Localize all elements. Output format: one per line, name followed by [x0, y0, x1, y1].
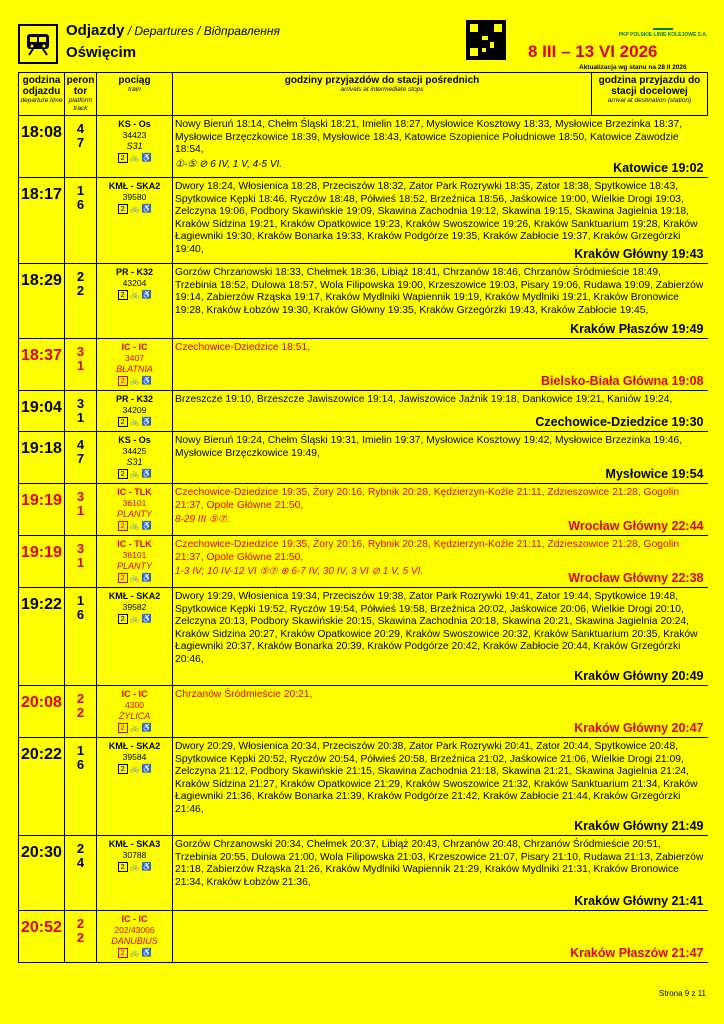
accessible-icon: ♿: [141, 290, 152, 300]
train-info: [97, 264, 173, 339]
platform-track: 3 1: [65, 536, 97, 588]
departure-time: 19:22: [19, 588, 65, 686]
service-icons: [99, 572, 170, 584]
stops-text: Dwory 20:29, Włosienica 20:34, Przeciszów 20:38, Zator Park Rozrywki 20:41, Zator 20:44, Spytkowice 20:48, Spytkowice Kępki 20:52, Ryczów 20:54, Półwieś 20:58, Brzeźnica 21:02, Jaśkowice 21:06, Wielkie Drogi 21:09, Zelczyna 21:12, Podbory Skawińskie 21:15, Skawina Zachodnia 21:18, Skawina 21:21, Skawina Jagielnia 21:24, Kraków Sidzina 21:27, Kraków Opatkowice 21:29, Kraków Swoszowice 21:32, Kraków Sanktuarium 21:34, Kraków Łagiewniki 21:36, Kraków Bonarka 21:39, Kraków Podgórze 21:42, Kraków Zabłocie 21:44, Kraków Grzegórzki 21:46,: [175, 741, 698, 815]
intermediate-stops: [173, 178, 708, 264]
destination-arrival: Kraków Płaszów 19:49: [570, 322, 704, 337]
bike-icon: 🚲: [129, 417, 140, 427]
train-carrier: IC - TLK: [117, 539, 152, 549]
train-number: 39584: [122, 752, 147, 762]
departure-time: 20:22: [19, 738, 65, 836]
train-number: 4300: [125, 700, 144, 710]
train-info: [97, 178, 173, 264]
train-carrier: KMŁ - SKA2: [108, 181, 161, 191]
bike-icon: 🚲: [129, 862, 140, 872]
operating-note: 1-3 IV; 10 IV-12 VI ⑤⑦ ⊕ 6-7 IV, 30 IV, 3 VI ⊘ 1 V, 5 VI.: [175, 566, 424, 578]
train-info: [97, 588, 173, 686]
accessible-icon: ♿: [141, 469, 152, 479]
intermediate-stops: [173, 264, 708, 339]
destination-arrival: Kraków Główny 21:41: [574, 894, 704, 909]
destination-arrival: Czechowice-Dziedzice 19:30: [535, 415, 704, 430]
departure-time: 18:37: [19, 339, 65, 391]
train-number: 34209: [122, 405, 147, 415]
train-number: 34425: [122, 446, 147, 456]
stops-text: Gorzów Chrzanowski 18:33, Chełmek 18:36, Libiąż 18:41, Chrzanów 18:46, Chrzanów Śródmieście 18:49, Trzebinia 18:52, Dulowa 18:57, Wola Filipowska 19:00, Krzeszowice 19:03, Pisary 19:06, Rudawa 19:09, Zabierzów 19:14, Zabierzów Rząska 19:17, Kraków Mydlniki Wapiennik 19:19, Kraków Mydlniki 19:21, Kraków Bronowice 19:28, Kraków Łobzów 19:30, Kraków Główny 19:35, Kraków Grzegórzki 19:43, Kraków Zabłocie 19:45,: [175, 267, 704, 316]
intermediate-stops: [173, 339, 708, 391]
class-2-icon: 2: [118, 376, 128, 386]
class-2-icon: 2: [118, 614, 128, 624]
accessible-icon: ♿: [141, 417, 152, 427]
destination-arrival: Kraków Główny 20:49: [574, 669, 704, 684]
platform-track: 2 4: [65, 836, 97, 911]
service-icons: [99, 613, 170, 625]
intermediate-stops: [173, 836, 708, 911]
train-number: 36101: [122, 550, 147, 560]
train-number: 36101: [122, 498, 147, 508]
train-icon: [18, 24, 58, 64]
departures-table: [18, 72, 708, 963]
intermediate-stops: [173, 391, 708, 432]
departure-time: 19:19: [19, 484, 65, 536]
class-2-icon: 2: [118, 204, 128, 214]
stops-text: Czechowice-Dziedzice 19:35, Żory 20:16, Rybnik 20:28, Kędzierzyn-Koźle 21:11, Zdzieszowice 21:28, Gogolin 21:37, Opole Główne 21:50,: [175, 539, 680, 563]
train-info: [97, 484, 173, 536]
accessible-icon: ♿: [141, 948, 152, 958]
service-icons: [99, 861, 170, 873]
train-info: [97, 339, 173, 391]
class-2-icon: 2: [118, 290, 128, 300]
departure-time: 20:52: [19, 911, 65, 963]
table-row: [19, 484, 708, 536]
departure-time: 18:08: [19, 116, 65, 178]
col-platform: peron tor platform track: [65, 73, 97, 116]
stops-text: Chrzanów Śródmieście 20:21,: [175, 689, 313, 700]
train-carrier: KMŁ - SKA3: [108, 839, 161, 849]
train-number: 3407: [125, 353, 144, 363]
train-name: S31: [126, 141, 143, 151]
platform-track: 4 7: [65, 116, 97, 178]
stops-text: Czechowice-Dziedzice 18:51,: [175, 342, 311, 353]
intermediate-stops: [173, 588, 708, 686]
departure-time: 20:30: [19, 836, 65, 911]
accessible-icon: ♿: [141, 204, 152, 214]
service-icons: [99, 375, 170, 387]
accessible-icon: ♿: [141, 521, 152, 531]
train-carrier: KMŁ - SKA2: [108, 591, 161, 601]
table-row: [19, 391, 708, 432]
intermediate-stops: [173, 738, 708, 836]
destination-arrival: Kraków Główny 19:43: [574, 247, 704, 262]
platform-track: 4 7: [65, 432, 97, 484]
class-2-icon: 2: [118, 573, 128, 583]
bike-icon: 🚲: [129, 469, 140, 479]
departure-time: 18:17: [19, 178, 65, 264]
train-name: ŻYLICA: [118, 711, 151, 721]
accessible-icon: ♿: [141, 376, 152, 386]
page-header: [18, 18, 708, 70]
qr-code-icon[interactable]: [466, 20, 506, 60]
train-number: 30788: [122, 850, 147, 860]
train-number: 202/43006: [114, 925, 155, 935]
platform-track: 1 6: [65, 738, 97, 836]
bike-icon: 🚲: [129, 204, 140, 214]
destination-arrival: Mysłowice 19:54: [605, 467, 704, 482]
bike-icon: 🚲: [129, 376, 140, 386]
platform-track: 3 1: [65, 339, 97, 391]
col-train: pociąg train: [97, 73, 173, 116]
col-destination: godzina przyjazdu do stacji docelowej arrival at destination (station): [592, 73, 708, 116]
departure-time: 18:29: [19, 264, 65, 339]
col-stops: godziny przyjazdów do stacji pośrednich arrivals at intermediate stops: [173, 73, 592, 116]
departure-time: 19:18: [19, 432, 65, 484]
col-departure-time: godzina odjazdu departure time: [19, 73, 65, 116]
bike-icon: 🚲: [129, 614, 140, 624]
destination-arrival: Wrocław Główny 22:38: [568, 571, 704, 586]
train-carrier: PR - K32: [115, 394, 153, 404]
accessible-icon: ♿: [141, 764, 152, 774]
departure-time: 20:08: [19, 686, 65, 738]
destination-arrival: Kraków Płaszów 21:47: [570, 946, 704, 961]
table-row: [19, 911, 708, 963]
intermediate-stops: [173, 911, 708, 963]
intermediate-stops: [173, 432, 708, 484]
destination-arrival: Wrocław Główny 22:44: [568, 519, 704, 534]
table-row: [19, 432, 708, 484]
table-row: [19, 738, 708, 836]
service-icons: [99, 416, 170, 428]
stops-text: Brzeszcze 19:10, Brzeszcze Jawiszowice 19:14, Jawiszowice Jaźnik 19:18, Dankowice 19:21, Kaniów 19:24,: [175, 394, 673, 405]
destination-arrival: Katowice 19:02: [613, 161, 704, 176]
bike-icon: 🚲: [129, 290, 140, 300]
train-info: [97, 536, 173, 588]
train-number: 34423: [122, 130, 147, 140]
train-info: [97, 391, 173, 432]
train-info: [97, 116, 173, 178]
operating-note: 8-29 III ⑤⑦.: [175, 514, 230, 526]
service-icons: [99, 947, 170, 959]
intermediate-stops: [173, 116, 708, 178]
accessible-icon: ♿: [141, 614, 152, 624]
stops-text: Czechowice-Dziedzice 19:35, Żory 20:16, Rybnik 20:28, Kędzierzyn-Koźle 21:11, Zdzieszowice 21:28, Gogolin 21:37, Opole Główne 21:50,: [175, 487, 680, 511]
train-name: DANUBIUS: [111, 936, 158, 946]
service-icons: [99, 468, 170, 480]
stops-text: Nowy Bieruń 19:24, Chełm Śląski 19:31, Imielin 19:37, Mysłowice Kosztowy 19:42, Mysłowice Brzezinka 19:46, Mysłowice Brzęczkowice 19:49,: [175, 435, 683, 459]
table-row: [19, 116, 708, 178]
operating-note: ①-⑤ ⊘ 6 IV, 1 V, 4-5 VI.: [175, 158, 283, 170]
train-carrier: PR - K32: [115, 267, 153, 277]
table-row: [19, 178, 708, 264]
class-2-icon: 2: [118, 521, 128, 531]
class-2-icon: 2: [118, 948, 128, 958]
table-row: [19, 836, 708, 911]
service-icons: [99, 289, 170, 301]
platform-track: 1 6: [65, 588, 97, 686]
train-carrier: IC - IC: [121, 342, 148, 352]
station-name: Oświęcim: [66, 44, 137, 61]
destination-arrival: Kraków Główny 20:47: [574, 721, 704, 736]
bike-icon: 🚲: [129, 764, 140, 774]
accessible-icon: ♿: [141, 723, 152, 733]
departure-time: 19:04: [19, 391, 65, 432]
class-2-icon: 2: [118, 153, 128, 163]
class-2-icon: 2: [118, 764, 128, 774]
train-number: 39582: [122, 602, 147, 612]
service-icons: [99, 203, 170, 215]
platform-track: 2 2: [65, 264, 97, 339]
train-carrier: IC - TLK: [117, 487, 152, 497]
train-info: [97, 432, 173, 484]
platform-track: 3 1: [65, 391, 97, 432]
service-icons: [99, 722, 170, 734]
intermediate-stops: [173, 686, 708, 738]
train-name: PLANTY: [116, 509, 152, 519]
train-carrier: KS - Os: [118, 119, 151, 129]
train-carrier: KMŁ - SKA2: [108, 741, 161, 751]
train-carrier: IC - IC: [121, 689, 148, 699]
train-info: [97, 738, 173, 836]
stops-text: Nowy Bieruń 18:14, Chełm Śląski 18:21, Imielin 18:27, Mysłowice Kosztowy 18:33, Mysłowice Brzezinka 18:37, Mysłowice Brzęczkowice 18:39, Mysłowice 18:43, Katowice Szopienice Południowe 18:50, Katowice Zawodzie 18:54,: [175, 119, 683, 156]
train-info: [97, 911, 173, 963]
service-icons: [99, 763, 170, 775]
service-icons: [99, 152, 170, 164]
pkp-logo: PKP POLSKIE LINIE KOLEJOWE S.A.: [608, 20, 718, 38]
bike-icon: 🚲: [129, 521, 140, 531]
bike-icon: 🚲: [129, 723, 140, 733]
table-row: [19, 588, 708, 686]
update-date: Aktualizacja wg stanu na 28 II 2026: [579, 64, 687, 71]
table-row: [19, 264, 708, 339]
destination-arrival: Kraków Główny 21:49: [574, 819, 704, 834]
accessible-icon: ♿: [141, 573, 152, 583]
train-info: [97, 836, 173, 911]
stops-text: Gorzów Chrzanowski 20:34, Chełmek 20:37, Libiąż 20:43, Chrzanów 20:48, Chrzanów Śródmieście 20:51, Trzebinia 20:55, Dulowa 21:00, Wola Filipowska 21:03, Krzeszowice 21:07, Pisary 21:10, Rudawa 21:13, Zabierzów 21:18, Zabierzów Rząska 21:26, Kraków Mydlniki Wapiennik 21:29, Kraków Mydlniki 21:31, Kraków Bronowice 21:34, Kraków Łobzów 21:36,: [175, 839, 704, 888]
train-info: [97, 686, 173, 738]
stops-text: Dwory 18:24, Włosienica 18:28, Przeciszów 18:32, Zator Park Rozrywki 18:35, Zator 18:38, Spytkowice 18:43, Spytkowice Kępki 18:46, Ryczów 18:48, Półwieś 18:52, Brzeźnica 18:56, Jaśkowice 19:00, Wielkie Drogi 19:03, Zelczyna 19:06, Podbory Skawińskie 19:09, Skawina Zachodnia 19:12, Skawina 19:15, Skawina Jagielnia 19:18, Kraków Sidzina 19:21, Kraków Opatkowice 19:23, Kraków Swoszowice 19:26, Kraków Sanktuarium 19:28, Kraków Łagiewniki 19:30, Kraków Bonarka 19:33, Kraków Podgórze 19:35, Kraków Zabłocie 19:37, Kraków Grzegórzki 19:40,: [175, 181, 698, 255]
class-2-icon: 2: [118, 723, 128, 733]
train-name: PLANTY: [116, 561, 152, 571]
accessible-icon: ♿: [141, 153, 152, 163]
table-row: [19, 536, 708, 588]
class-2-icon: 2: [118, 417, 128, 427]
platform-track: 3 1: [65, 484, 97, 536]
bike-icon: 🚲: [129, 573, 140, 583]
train-name: BŁATNIA: [116, 364, 153, 374]
stops-text: Dwory 19:29, Włosienica 19:34, Przeciszów 19:38, Zator Park Rozrywki 19:41, Zator 19:44, Spytkowice 19:48, Spytkowice Kępki 19:52, Ryczów 19:54, Półwieś 19:58, Brzeźnica 20:02, Jaśkowice 20:06, Wielkie Drogi 20:10, Zelczyna 20:13, Podbory Skawińskie 20:15, Skawina Zachodnia 20:18, Skawina 20:21, Skawina Jagielnia 20:24, Kraków Sidzina 20:27, Kraków Opatkowice 20:29, Kraków Swoszowice 20:32, Kraków Sanktuarium 20:35, Kraków Łagiewniki 20:37, Kraków Bonarka 20:39, Kraków Podgórze 20:42, Kraków Zabłocie 20:44, Kraków Grzegórzki 20:46,: [175, 591, 698, 665]
train-carrier: IC - IC: [121, 914, 148, 924]
service-icons: [99, 520, 170, 532]
page-title: Odjazdy / Departures / Відправлення: [66, 22, 280, 39]
intermediate-stops: [173, 484, 708, 536]
train-number: 43204: [122, 278, 147, 288]
class-2-icon: 2: [118, 862, 128, 872]
table-row: [19, 686, 708, 738]
platform-track: 2 2: [65, 911, 97, 963]
validity-period: 8 III – 13 VI 2026: [528, 42, 658, 61]
train-name: S31: [126, 457, 143, 467]
departure-time: 19:19: [19, 536, 65, 588]
page-number: Strona 9 z 11: [659, 989, 706, 998]
train-carrier: KS - Os: [118, 435, 151, 445]
bike-icon: 🚲: [129, 153, 140, 163]
platform-track: 1 6: [65, 178, 97, 264]
intermediate-stops: [173, 536, 708, 588]
accessible-icon: ♿: [141, 862, 152, 872]
table-row: [19, 339, 708, 391]
platform-track: 2 2: [65, 686, 97, 738]
train-number: 39580: [122, 192, 147, 202]
bike-icon: 🚲: [129, 948, 140, 958]
class-2-icon: 2: [118, 469, 128, 479]
destination-arrival: Bielsko-Biała Główna 19:08: [540, 374, 704, 389]
